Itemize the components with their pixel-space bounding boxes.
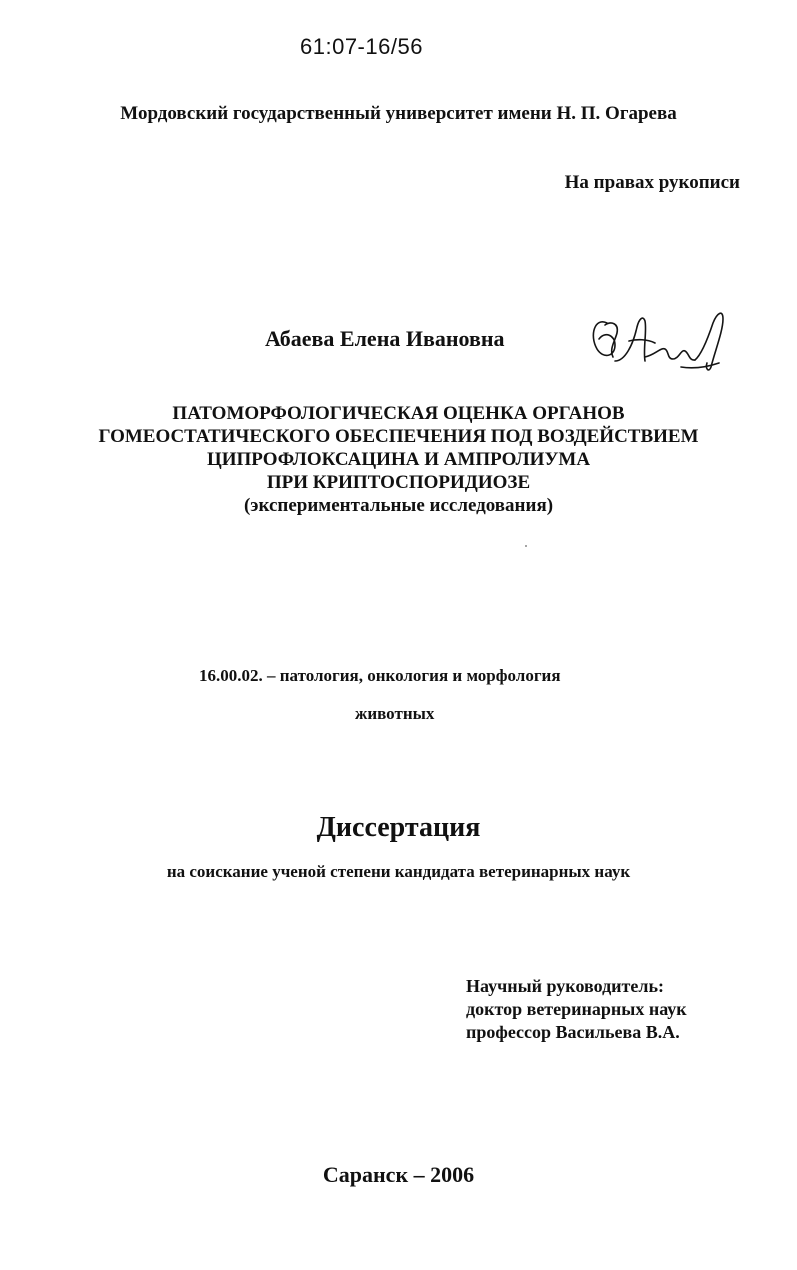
title-line: ЦИПРОФЛОКСАЦИНА И АМПРОЛИУМА (206, 449, 591, 470)
specialty-code: 16.00.02. – патология, онкология и морфология (199, 666, 561, 685)
city-and-year: Саранск – 2006 (322, 1162, 475, 1187)
title-line: ГОМЕОСТАТИЧЕСКОГО ОБЕСПЕЧЕНИЯ ПОД ВОЗДЕЙСТВИЕМ (98, 426, 699, 447)
author-signature (585, 305, 735, 375)
dissertation-title (0, 402, 797, 517)
degree-statement: на соискание ученой степени кандидата ветеринарных наук (166, 862, 631, 881)
supervisor-name: профессор Васильева В.А. (466, 1022, 680, 1042)
title-line: ПРИ КРИПТОСПОРИДИОЗЕ (266, 472, 531, 493)
supervisor-role: Научный руководитель: (466, 976, 664, 996)
document-type: Диссертация (316, 812, 481, 843)
supervisor-degree: доктор ветеринарных наук (466, 999, 687, 1019)
rights-notice: На правах рукописи (564, 172, 740, 193)
shelfmark-stamp: 61:07-16/56 (300, 34, 423, 59)
title-line: ПАТОМОРФОЛОГИЧЕСКАЯ ОЦЕНКА ОРГАНОВ (172, 403, 625, 424)
scientific-supervisor (466, 975, 687, 1044)
title-subtitle: (экспериментальные исследования) (243, 495, 554, 516)
scan-speck (525, 545, 527, 547)
university-name: Мордовский государственный университет имени Н. П. Огарева (120, 103, 677, 124)
specialty-code-continued: животных (355, 704, 435, 723)
author-name: Абаева Елена Ивановна (265, 326, 505, 351)
